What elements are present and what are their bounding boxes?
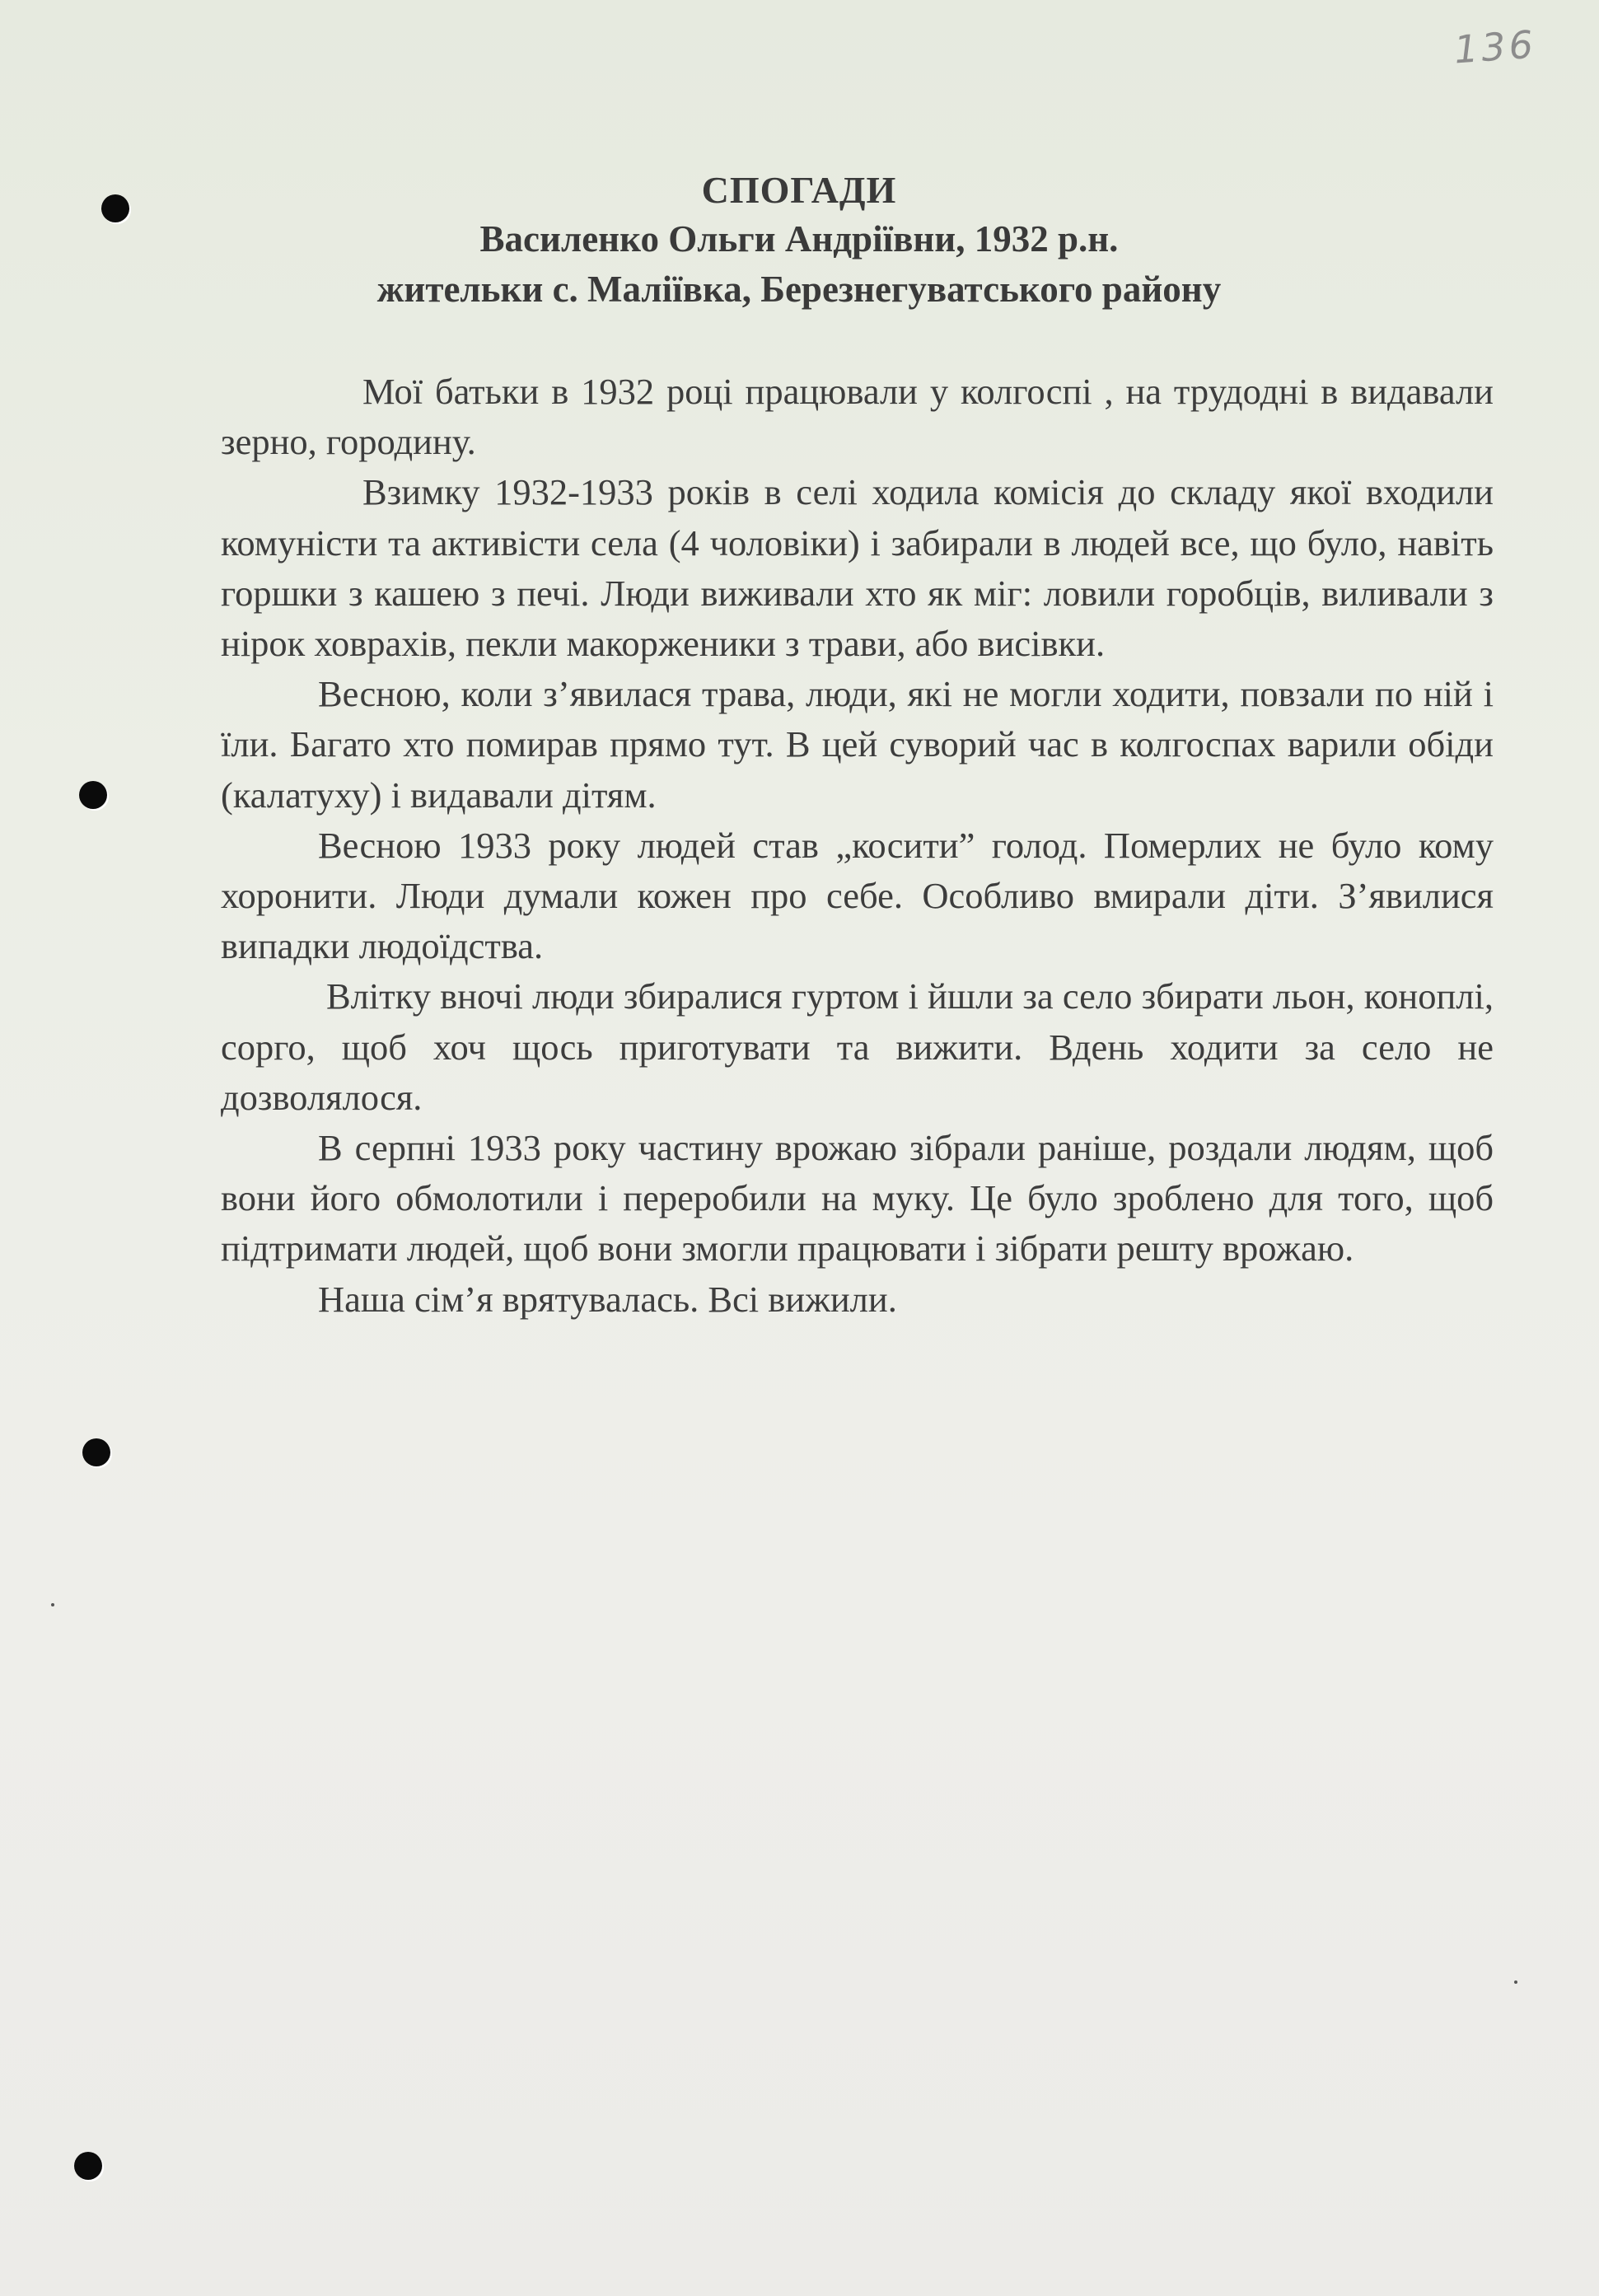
paper-speck: [1514, 1980, 1517, 1984]
paragraph: Наша сім’я врятувалась. Всі вижили.: [318, 1278, 897, 1320]
paragraph: Мої батьки в 1932 році працювали у колгоспі , на трудодні в видавали зерно, городину.: [221, 371, 1494, 463]
punch-hole: [101, 194, 129, 222]
document-subtitle-residence: жительки с. Маліївка, Березнегуватського району: [376, 269, 1222, 310]
paragraph: Влітку вночі люди збиралися гуртом і йшли за село збирати льон, коноплі, сорго, щоб хоч щось приготувати та вижити. Вдень ходити за село не дозволялося.: [221, 975, 1494, 1118]
paragraph: Весною 1933 року людей став „косити” голод. Померлих не було кому хоронити. Люди думали кожен про себе. Особливо вмирали діти. З’явилися випадки людоїдства.: [221, 824, 1494, 967]
punch-hole: [79, 781, 107, 809]
paper-speck: [51, 1603, 54, 1606]
document-body: [221, 367, 1494, 1325]
punch-hole: [82, 1438, 110, 1466]
paragraph: Взимку 1932-1933 років в селі ходила комісія до складу якої входили комуністи та активісти села (4 чоловіки) і забирали в людей все, що було, навіть горшки з кашею з печі. Люди виживали хто як міг: ловили горобців, виливали з нірок ховрахів, пекли макорженики з трави, або висівки.: [221, 471, 1494, 665]
document-subtitle-author: Василенко Ольги Андріївни, 1932 р.н.: [479, 218, 1119, 260]
punch-hole: [74, 2152, 102, 2180]
document-title: СПОГАДИ: [701, 169, 897, 211]
page-number: 136: [1452, 21, 1538, 72]
paragraph: В серпні 1933 року частину врожаю зібрали раніше, роздали людям, щоб вони його обмолотили і переробили на муку. Це було зроблено для того, щоб підтримати людей, щоб вони змогли працювати і зібрати решту врожаю.: [221, 1127, 1494, 1270]
paragraph: Весною, коли з’явилася трава, люди, які не могли ходити, повзали по ній і їли. Багато хто помирав прямо тут. В цей суворий час в колгоспах варили обіди (калатуху) і видавали дітям.: [221, 673, 1494, 816]
